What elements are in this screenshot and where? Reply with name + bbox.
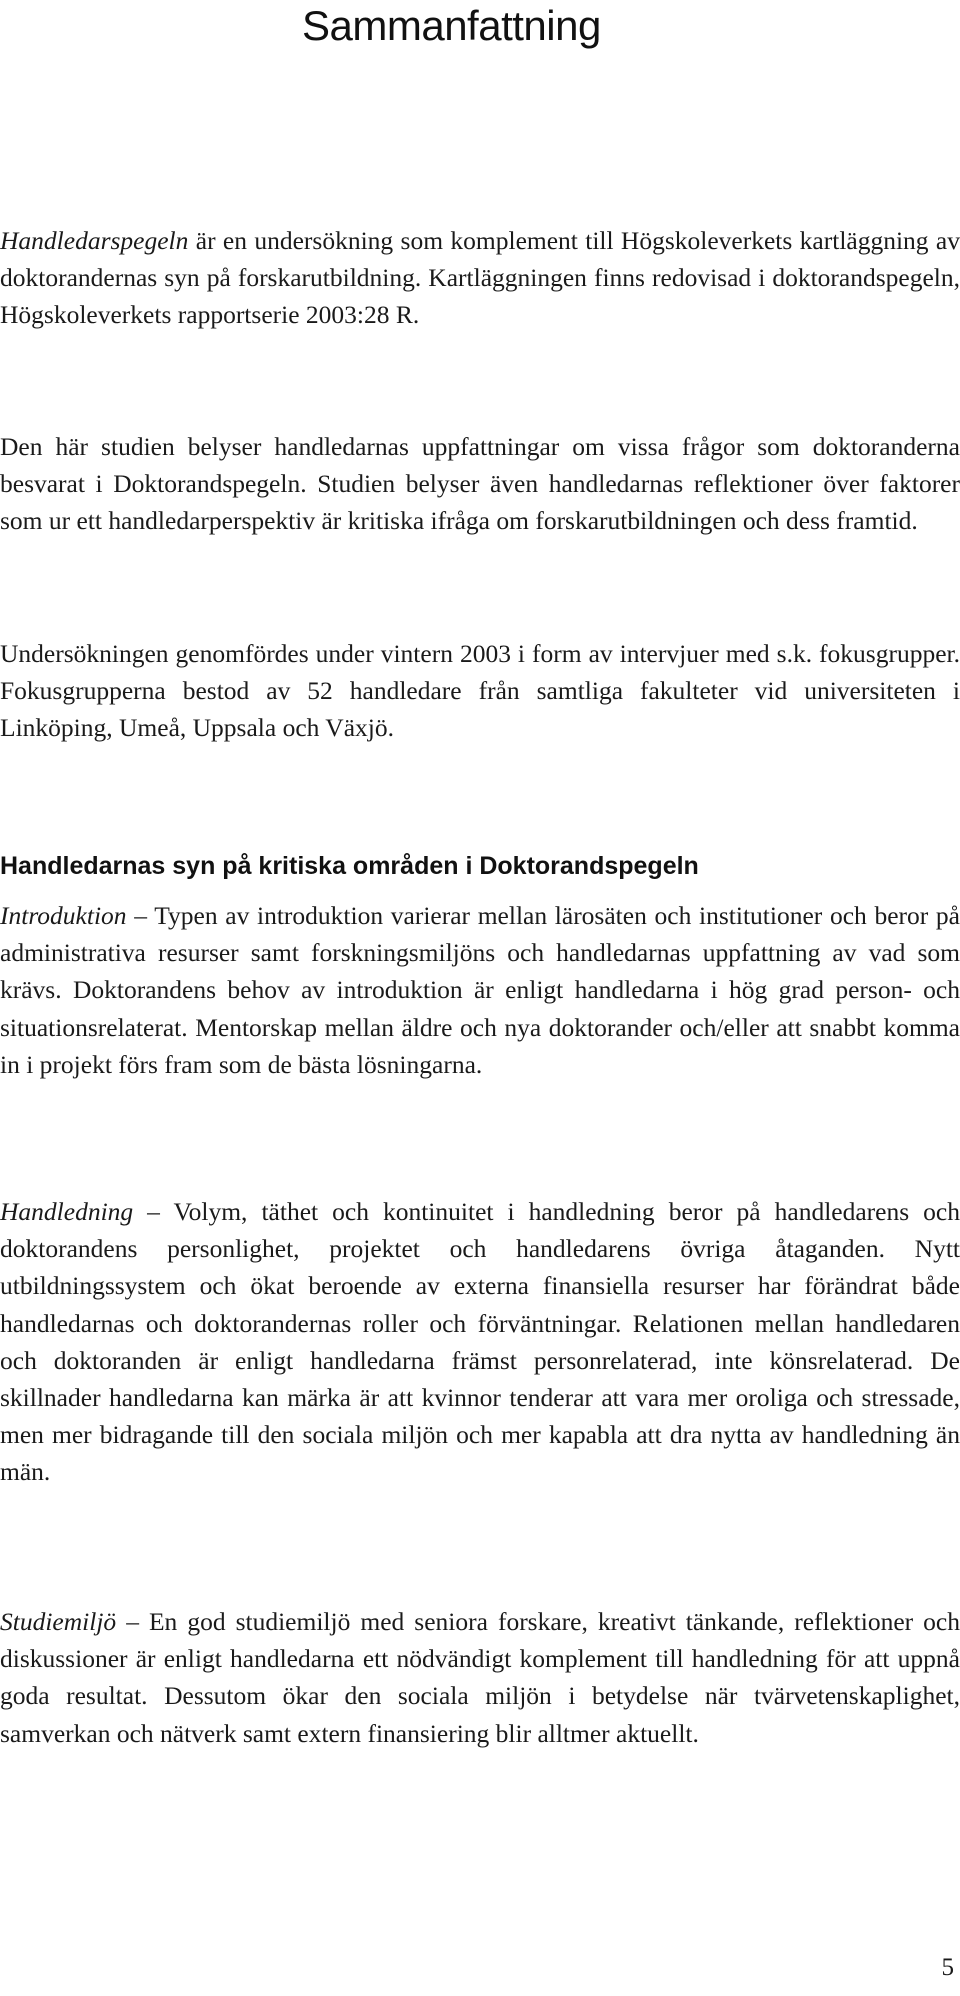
- intro-paragraph-2: Den här studien belyser handledarnas uppfattningar om vissa frågor som doktoranderna besvarat i Doktorandspegeln. Studien belyser även handledarnas reflektioner över faktorer som ur ett handledarperspektiv är kritiska ifråga om forskarutbildningen och dess framtid.: [0, 432, 960, 536]
- section-heading: Handledarnas syn på kritiska områden i Doktorandspegeln: [0, 852, 699, 880]
- intro-paragraph-3: Undersökningen genomfördes under vintern 2003 i form av intervjuer med s.k. fokusgrupper. Fokusgrupperna bestod av 52 handledare från samtliga fakulteter vid universiteten i Linköping, Umeå, Uppsala och Växjö.: [0, 639, 960, 743]
- page-title: Sammanfattning: [302, 2, 601, 49]
- page-number: 5: [941, 1954, 954, 1981]
- paragraph-text: – En god studiemiljö med seniora forskare, kreativt tänkande, reflektioner och diskussioner är enligt handledarna ett nödvändigt komplement till handledning för att uppnå goda resultat. Dessutom ökar den sociala miljön i betydelse när tvärvetenskaplighet, samverkan och nätverk samt extern finansiering blir alltmer aktuellt.: [0, 1607, 960, 1748]
- paragraph-lead-term: Introduktion: [0, 901, 127, 930]
- section-paragraph-studiemiljo: [0, 1603, 960, 1752]
- paragraph-lead-term: Handledning: [0, 1197, 134, 1226]
- paragraph-lead-term: Studiemiljö: [0, 1607, 117, 1636]
- paragraph-text: – Typen av introduktion varierar mellan lärosäten och institutioner och beror på administrativa resurser samt forskningsmiljöns och handledarnas uppfattning av vad som krävs. Doktorandens behov av introduktion är enligt handledarna i hög grad person- och situationsrelaterat. Mentorskap mellan äldre och nya doktorander och/eller att snabbt komma in i projekt förs fram som de bästa lösningarna.: [0, 901, 960, 1079]
- section-paragraph-introduktion: [0, 897, 960, 1083]
- intro-paragraph-1-text: är en undersökning som komplement till Högskoleverkets kartläggning av doktorandernas syn på forskarutbildning. Kartläggningen finns redovisad i doktorandspegeln, Högskoleverkets rapportserie 2003:28 R.: [0, 226, 960, 330]
- section-paragraph-handledning: [0, 1193, 960, 1491]
- intro-lead-term: Handledarspegeln: [0, 226, 189, 255]
- paragraph-text: – Volym, täthet och kontinuitet i handledning beror på handledarens och doktorandens personlighet, projektet och handledarens övriga åtaganden. Nytt utbildningssystem och ökat beroende av externa finansiella resurser har förändrat både handledarnas och doktorandernas roller och förväntningar. Relationen mellan handledaren och doktoranden är enligt handledarna främst personrelaterad, inte könsrelaterad. De skillnader handledarna kan märka är att kvinnor tenderar att vara mer oroliga och stressade, men mer bidragande till den sociala miljön och mer kapabla att dra nytta av handledning än män.: [0, 1197, 960, 1487]
- intro-paragraph-1: [0, 222, 960, 334]
